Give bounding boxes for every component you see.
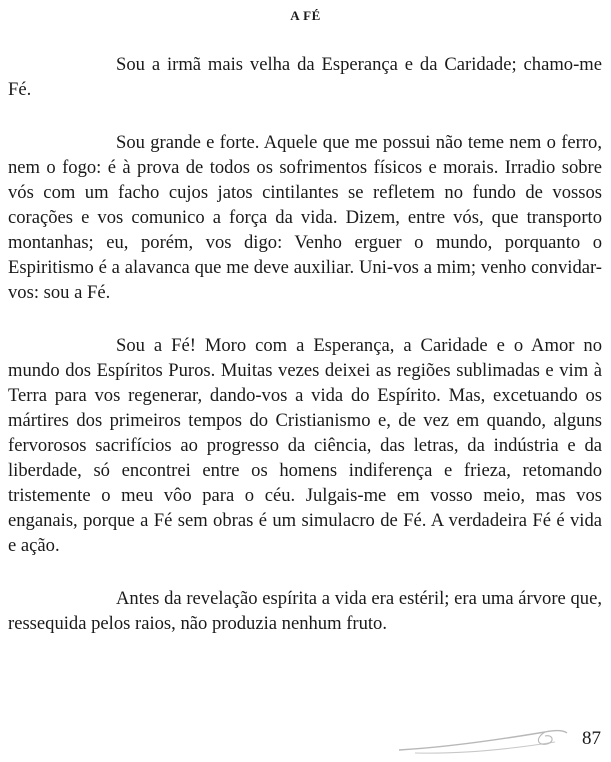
paragraph-4: Antes da revelação espírita a vida era estéril; era uma árvore que, ressequida pelos raios, não produzia nenhum fruto. bbox=[8, 588, 602, 634]
page-number: 87 bbox=[582, 728, 601, 749]
document-body bbox=[8, 52, 602, 664]
paragraph-2: Sou grande e forte. Aquele que me possui não teme nem o ferro, nem o fogo: é à prova de todos os sofrimentos físicos e morais. Irradio sobre vós com um facho cujos jatos cintilantes se refletem no fundo de vossos corações e vos comunico a força da vida. Dizem, entre vós, que transporto montanhas; eu, porém, vos digo: Venho erguer o mundo, porquanto o Espiritismo é a alavanca que me deve auxiliar. Uni-vos a mim; venho convidar-vos: sou a Fé. bbox=[8, 132, 602, 303]
swirl-ornament-icon bbox=[395, 724, 575, 758]
paragraph-3: Sou a Fé! Moro com a Esperança, a Caridade e o Amor no mundo dos Espíritos Puros. Muitas vezes deixei as regiões sublimadas e vim à Terra para vos regenerar, dando-vos a vida do Espírito. Mas, excetuando os mártires dos primeiros tempos do Cristianismo e, de vez em quando, alguns fervorosos sacrifícios ao progresso da ciência, das letras, da indústria e da liberdade, só encontrei entre os homens indiferença e frieza, retomando tristemente o meu vôo para o céu. Julgais-me em vosso meio, mas vos enganais, porque a Fé sem obras é um simulacro de Fé. A verdadeira Fé é vida e ação. bbox=[8, 335, 602, 556]
page-title: A FÉ bbox=[290, 8, 321, 23]
paragraph-1: Sou a irmã mais velha da Esperança e da Caridade; chamo-me Fé. bbox=[8, 54, 602, 100]
